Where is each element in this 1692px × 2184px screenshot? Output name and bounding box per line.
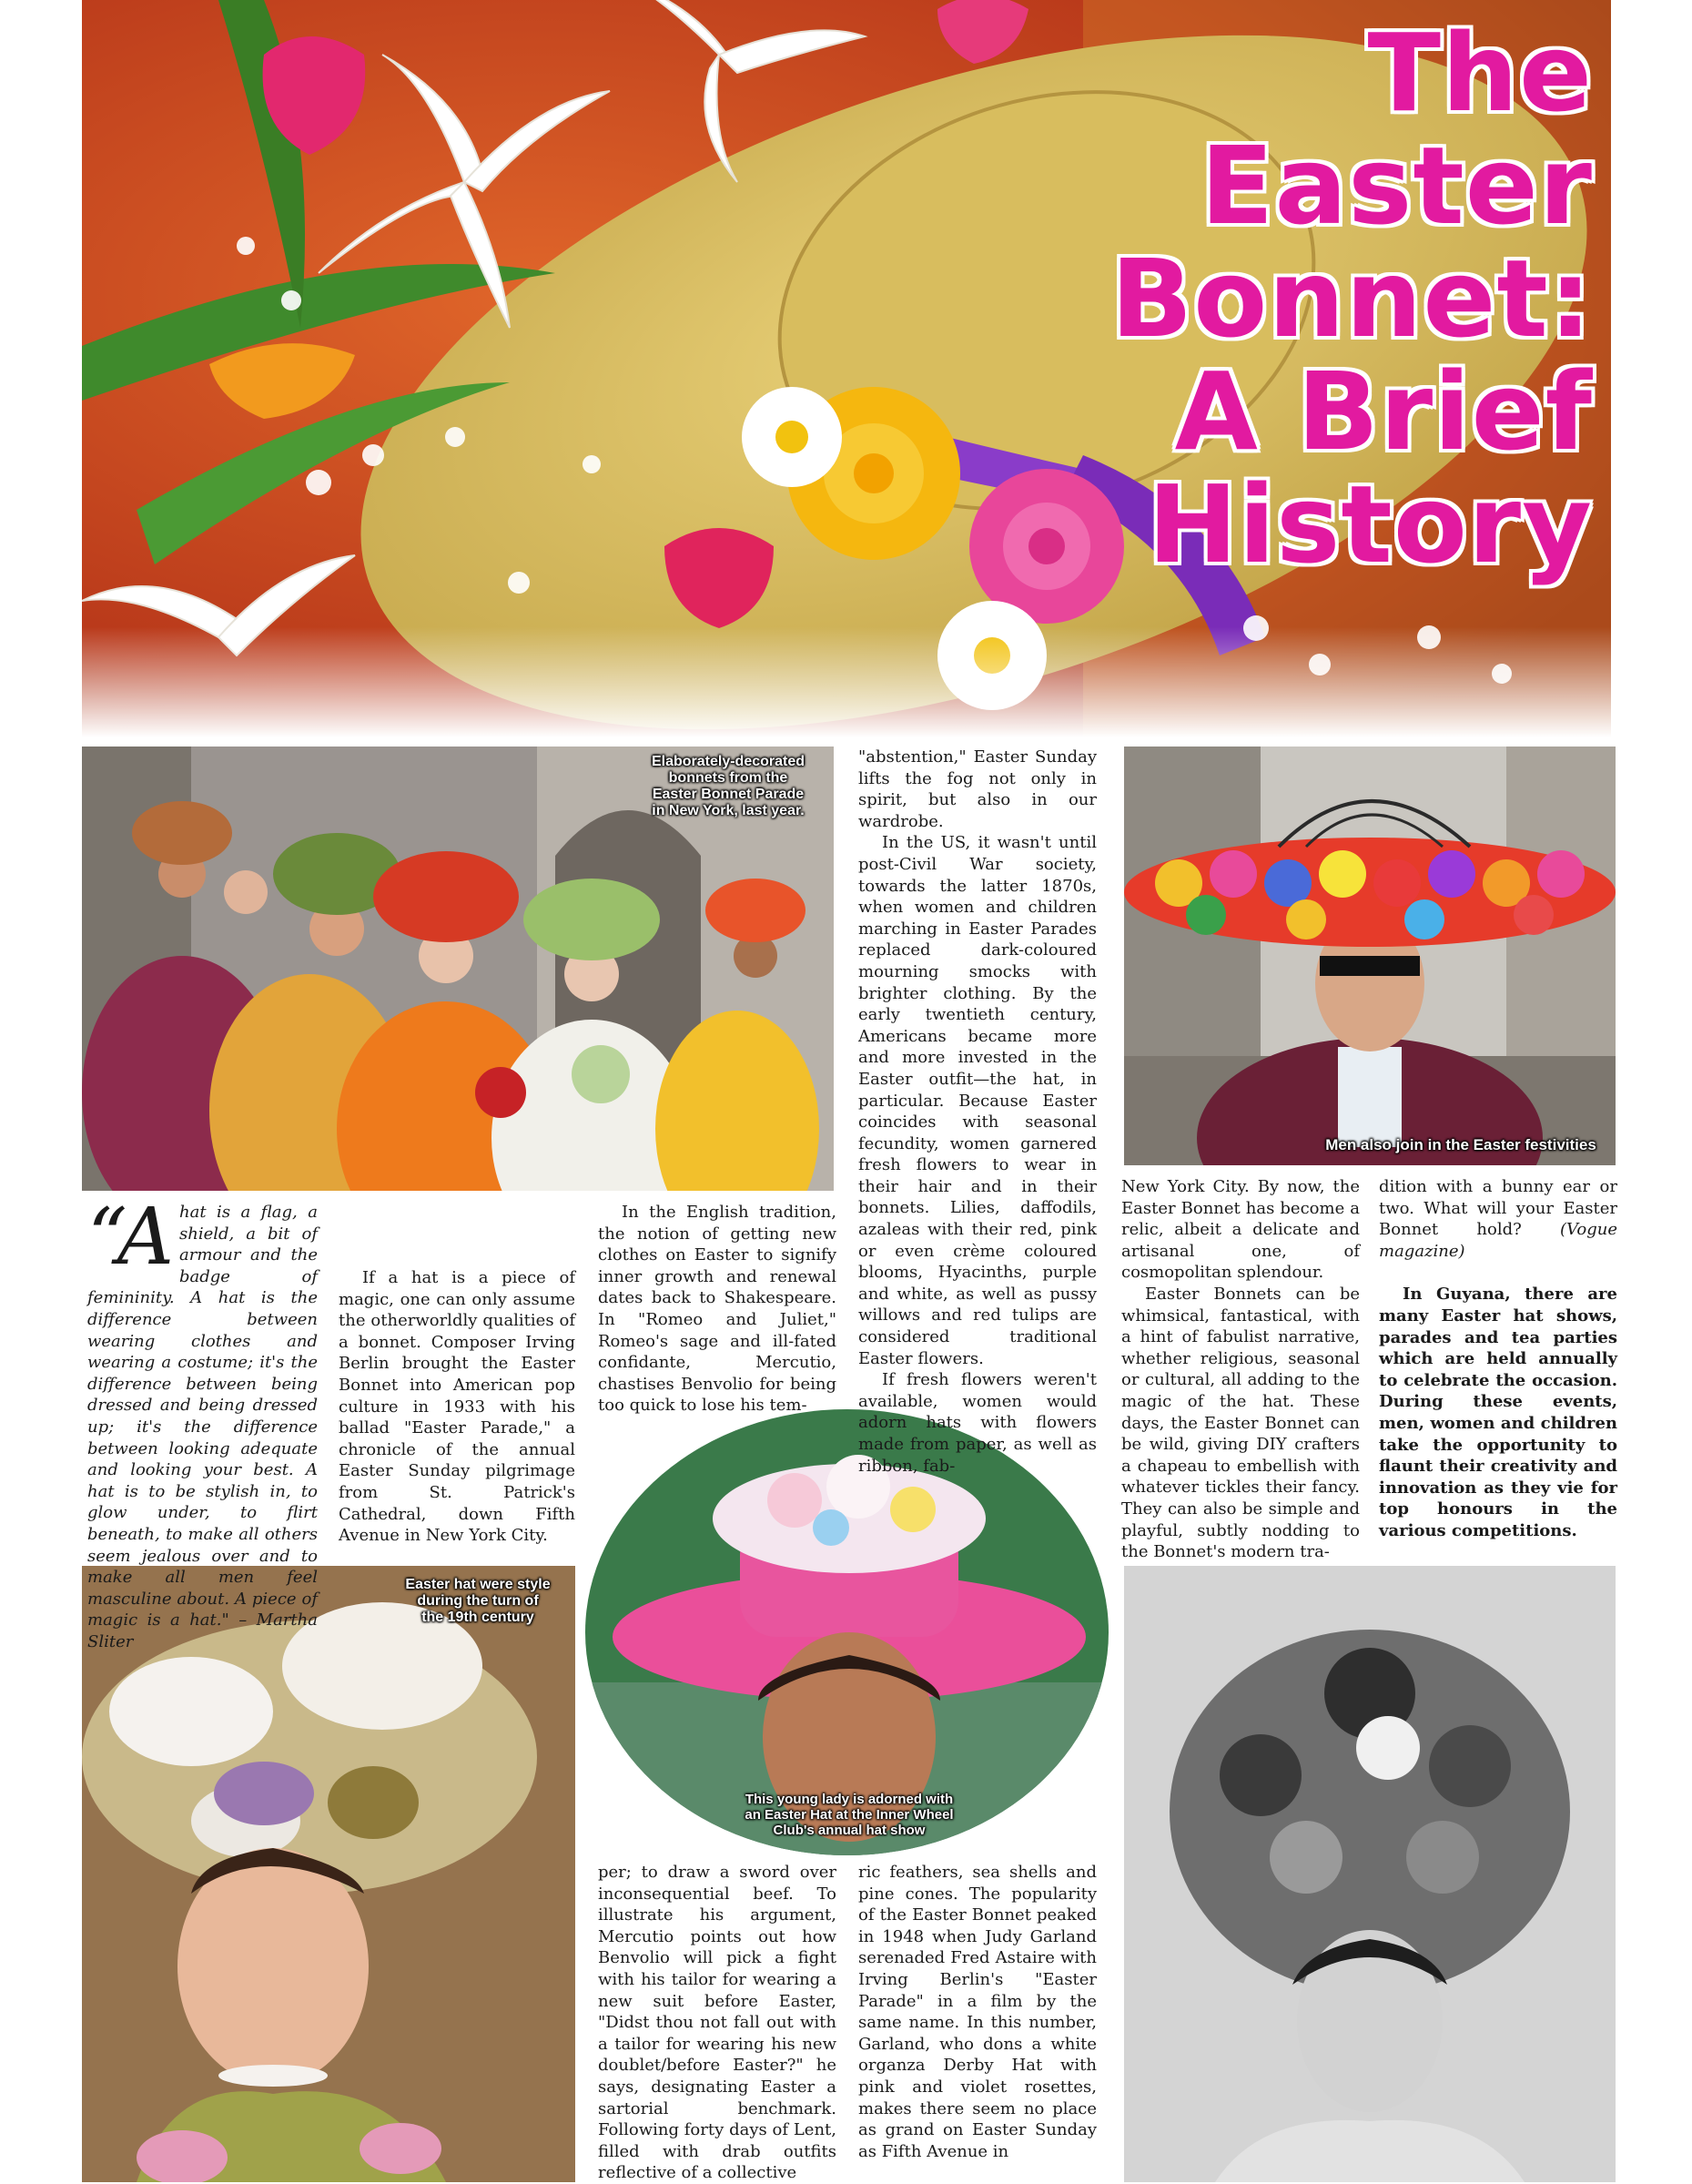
title-line: A Brief	[1174, 349, 1593, 474]
quote-dropcap: “A	[87, 1192, 174, 1283]
paragraph: In the US, it wasn't until post-Civil War society, towards the latter 1870s, when women and children marching in Easter Parades replaced dark-coloured mourning smocks with brighter clothing. By the early twentieth century, Americans became more and more invested in the Easter outfit—the hat, in particular. Because Easter coincides with seasonal fecundity, women garnered fresh flowers to wear in their hair and in their bonnets. Lilies, daffodils, azaleas with their red, pink or even crème coloured blooms, Hyacinths, purple and white, as well as pussy willows and red tulips are considered traditional Easter flowers.	[858, 833, 1097, 1368]
paragraph: dition with a bunny ear or two. What will your Easter Bonnet hold?	[1379, 1177, 1617, 1240]
paragraph: New York City. By now, the Easter Bonnet has become a relic, albeit a delicate and artisanal one, of cosmopolitan splendour.	[1121, 1177, 1360, 1283]
title-line: Bonnet:	[1110, 236, 1593, 361]
bw-photo	[1124, 1566, 1616, 2182]
hero-illustration	[82, 0, 1611, 737]
quote-column	[87, 1192, 318, 1652]
text-column-3b	[598, 1862, 836, 2184]
text-column-4b	[858, 1862, 1097, 2162]
parade-photo	[82, 747, 834, 1191]
page-title	[1083, 10, 1593, 587]
victorian-caption: Easter hat were style during the turn of the 19th century	[405, 1577, 551, 1625]
man-photo	[1124, 747, 1616, 1165]
text-column-2	[339, 1267, 575, 1547]
title-line: History	[1147, 462, 1593, 587]
paragraph: "abstention," Easter Sunday lifts the fog not only in spirit, but also in our wardrobe.	[858, 747, 1097, 831]
paragraph: If fresh flowers weren't available, women would adorn hats with flowers made from paper, as well as ribbon, fab-	[858, 1370, 1097, 1476]
paragraph: If a hat is a piece of magic, one can only assume the otherworldly qualities of a bonnet. Composer Irving Berlin brought the Easter Bonnet into American pop culture in 1933 with his ballad "Easter Parade," a chronicle of the annual Easter Sunday pilgrimage from St. Patrick's Cathedral, down Fifth Avenue in New York City.	[339, 1268, 575, 1546]
text-column-6	[1379, 1176, 1617, 1542]
men-caption: Men also join in the Easter festivities	[1325, 1136, 1596, 1153]
paragraph: ric feathers, sea shells and pine cones. The popularity of the Easter Bonnet peaked in 1948 when Judy Garland serenaded Fred Astaire with Irving Berlin's "Easter Parade" in a film by the same name. In this number, Garland, who dons a white organza Derby Hat with pink and violet rosettes, makes there seem no place as grand on Easter Sunday as Fifth Avenue in	[858, 1863, 1097, 2161]
guyana-paragraph: In Guyana, there are many Easter hat shows, parades and tea parties which are held annually to celebrate the occasion. During these events, men, women and children take the opportunity to flaunt their creativity and innovation as they vie for top honours in the various competitions.	[1379, 1285, 1617, 1540]
victorian-photo	[82, 1566, 575, 2182]
paragraph: In the English tradition, the notion of getting new clothes on Easter to signify inner growth and renewal dates back to Shakespeare. In "Romeo and Juliet," Romeo's sage and ill-fated confidante, Mercutio, chastises Benvolio for being too quick to lose his tem-	[598, 1203, 836, 1416]
girl-caption: This young lady is adorned with an Easter Hat at the Inner Wheel Club's annual hat show	[745, 1792, 954, 1838]
quote-text: hat is a flag, a shield, a bit of armour and the badge of femininity. A hat is the difference between wearing clothes and wearing a costume; it's the difference between being dressed and being dressed up; it's the difference between looking adequate and looking your best. A hat is to be stylish in, to glow under, to flirt beneath, to make all others seem jealous over and to make all men feel masculine about. A piece of magic is a hat." – Martha Sliter	[87, 1203, 318, 1651]
parade-caption: Elaborately-decorated bonnets from the Easter Bonnet Parade in New York, last year.	[651, 754, 805, 818]
paragraph: Easter Bonnets can be whimsical, fantastical, with a hint of fabulist narrative, whether religious, seasonal or cultural, all adding to the magic of the hat. These days, the Easter Bonnet can be wild, giving DIY crafters a chapeau to embellish with whatever tickles their fancy. They can also be simple and playful, subtly nodding to the Bonnet's modern tra-	[1121, 1284, 1360, 1562]
text-column-5	[1121, 1176, 1360, 1563]
title-line: The Easter	[1200, 10, 1593, 249]
source-note: (Vogue magazine)	[1379, 1220, 1617, 1261]
paragraph: per; to draw a sword over inconsequential beef. To illustrate his argument, Mercutio points out how Benvolio will pick a fight with his tailor for wearing a new suit before Easter, "Didst thou not fall out with a tailor for wearing his new doublet/before Easter?" he says, designating Easter a sartorial benchmark. Following forty days of Lent, filled with drab outfits reflective of a collective	[598, 1863, 836, 2183]
text-column-3	[598, 1202, 836, 1417]
text-column-4	[858, 747, 1097, 1477]
